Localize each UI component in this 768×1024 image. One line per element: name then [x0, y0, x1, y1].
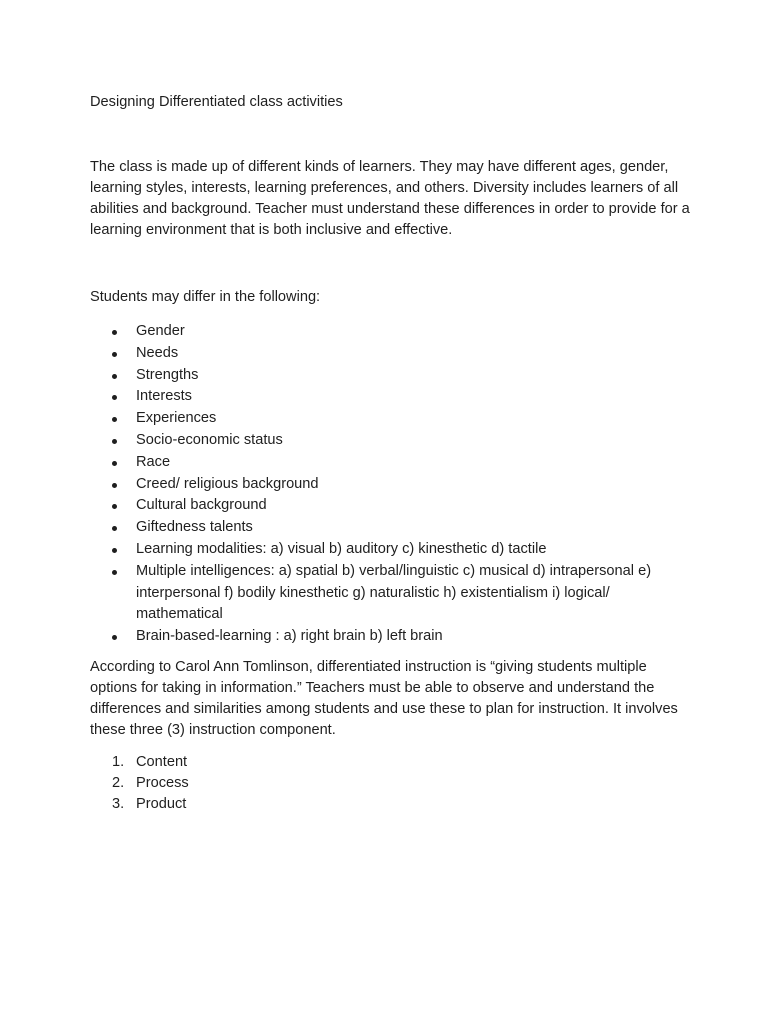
- list-item-text: Experiences: [136, 410, 217, 427]
- bullet-icon: [112, 483, 117, 488]
- bullet-icon: [112, 417, 117, 422]
- list-item-text: Gender: [136, 323, 185, 339]
- list-item: [90, 626, 690, 648]
- bullet-icon: [112, 439, 117, 444]
- list-item-text: Creed/ religious background: [136, 475, 319, 492]
- list-item: [90, 752, 690, 773]
- list-item: [90, 495, 690, 517]
- bullet-icon: [112, 526, 117, 531]
- list-item: [90, 408, 690, 430]
- document-title: Designing Differentiated class activities: [90, 94, 343, 110]
- list-item: [90, 794, 690, 815]
- list-item-text: Product: [136, 796, 187, 812]
- bullet-icon: [112, 352, 117, 357]
- list-item: [90, 561, 690, 626]
- differences-intro: Students may differ in the following:: [90, 289, 321, 305]
- list-item: [90, 386, 690, 408]
- list-item: [90, 365, 690, 387]
- list-item-number: 2.: [112, 775, 125, 791]
- list-item-text: Strengths: [136, 366, 199, 383]
- list-item-text: Socio-economic status: [136, 431, 283, 448]
- list-item-text: Cultural background: [136, 497, 267, 514]
- bullet-icon: [112, 504, 117, 509]
- bullet-icon: [112, 461, 117, 466]
- list-item-number: 3.: [112, 796, 125, 812]
- list-item: [90, 452, 690, 474]
- differences-list: [90, 321, 690, 648]
- list-item-number: 1.: [112, 754, 125, 770]
- list-item: [90, 474, 690, 496]
- list-item-text: Giftedness talents: [136, 519, 253, 536]
- list-item: [90, 539, 690, 561]
- components-list: [90, 752, 690, 815]
- bullet-icon: [112, 635, 117, 640]
- bullet-icon: [112, 374, 117, 379]
- list-item: [90, 343, 690, 365]
- list-item-text: Interests: [136, 388, 192, 405]
- intro-paragraph: The class is made up of different kinds of learners. They may have different ages, gender, learning styles, interests, learning preferences, and others. Diversity includes learners of all abilities and background. Teacher must understand these differences in order to provide for a learning environment that is both inclusive and effective.: [90, 159, 690, 238]
- list-item-text: Multiple intelligences: a) spatial b) verbal/linguistic c) musical d) intrapersonal e) interpersonal f) bodily kinesthetic g) naturalistic h) existentialism i) logical/ mathematical: [136, 562, 652, 623]
- bullet-icon: [112, 570, 117, 575]
- list-item: [90, 321, 690, 343]
- bullet-icon: [112, 330, 117, 335]
- list-item-text: Brain-based-learning : a) right brain b) left brain: [136, 628, 443, 645]
- list-item: [90, 773, 690, 794]
- bullet-icon: [112, 548, 117, 553]
- tomlinson-paragraph: According to Carol Ann Tomlinson, differentiated instruction is “giving students multiple options for taking in information.” Teachers must be able to observe and understand the differences and similarities among students and use these to plan for instruction. It involves these three (3) instruction component.: [90, 659, 678, 738]
- list-item-text: Learning modalities: a) visual b) auditory c) kinesthetic d) tactile: [136, 540, 547, 557]
- list-item-text: Race: [136, 453, 171, 470]
- list-item-text: Process: [136, 775, 189, 791]
- list-item-text: Needs: [136, 344, 179, 361]
- list-item-text: Content: [136, 754, 188, 770]
- list-item: [90, 517, 690, 539]
- list-item: [90, 430, 690, 452]
- bullet-icon: [112, 395, 117, 400]
